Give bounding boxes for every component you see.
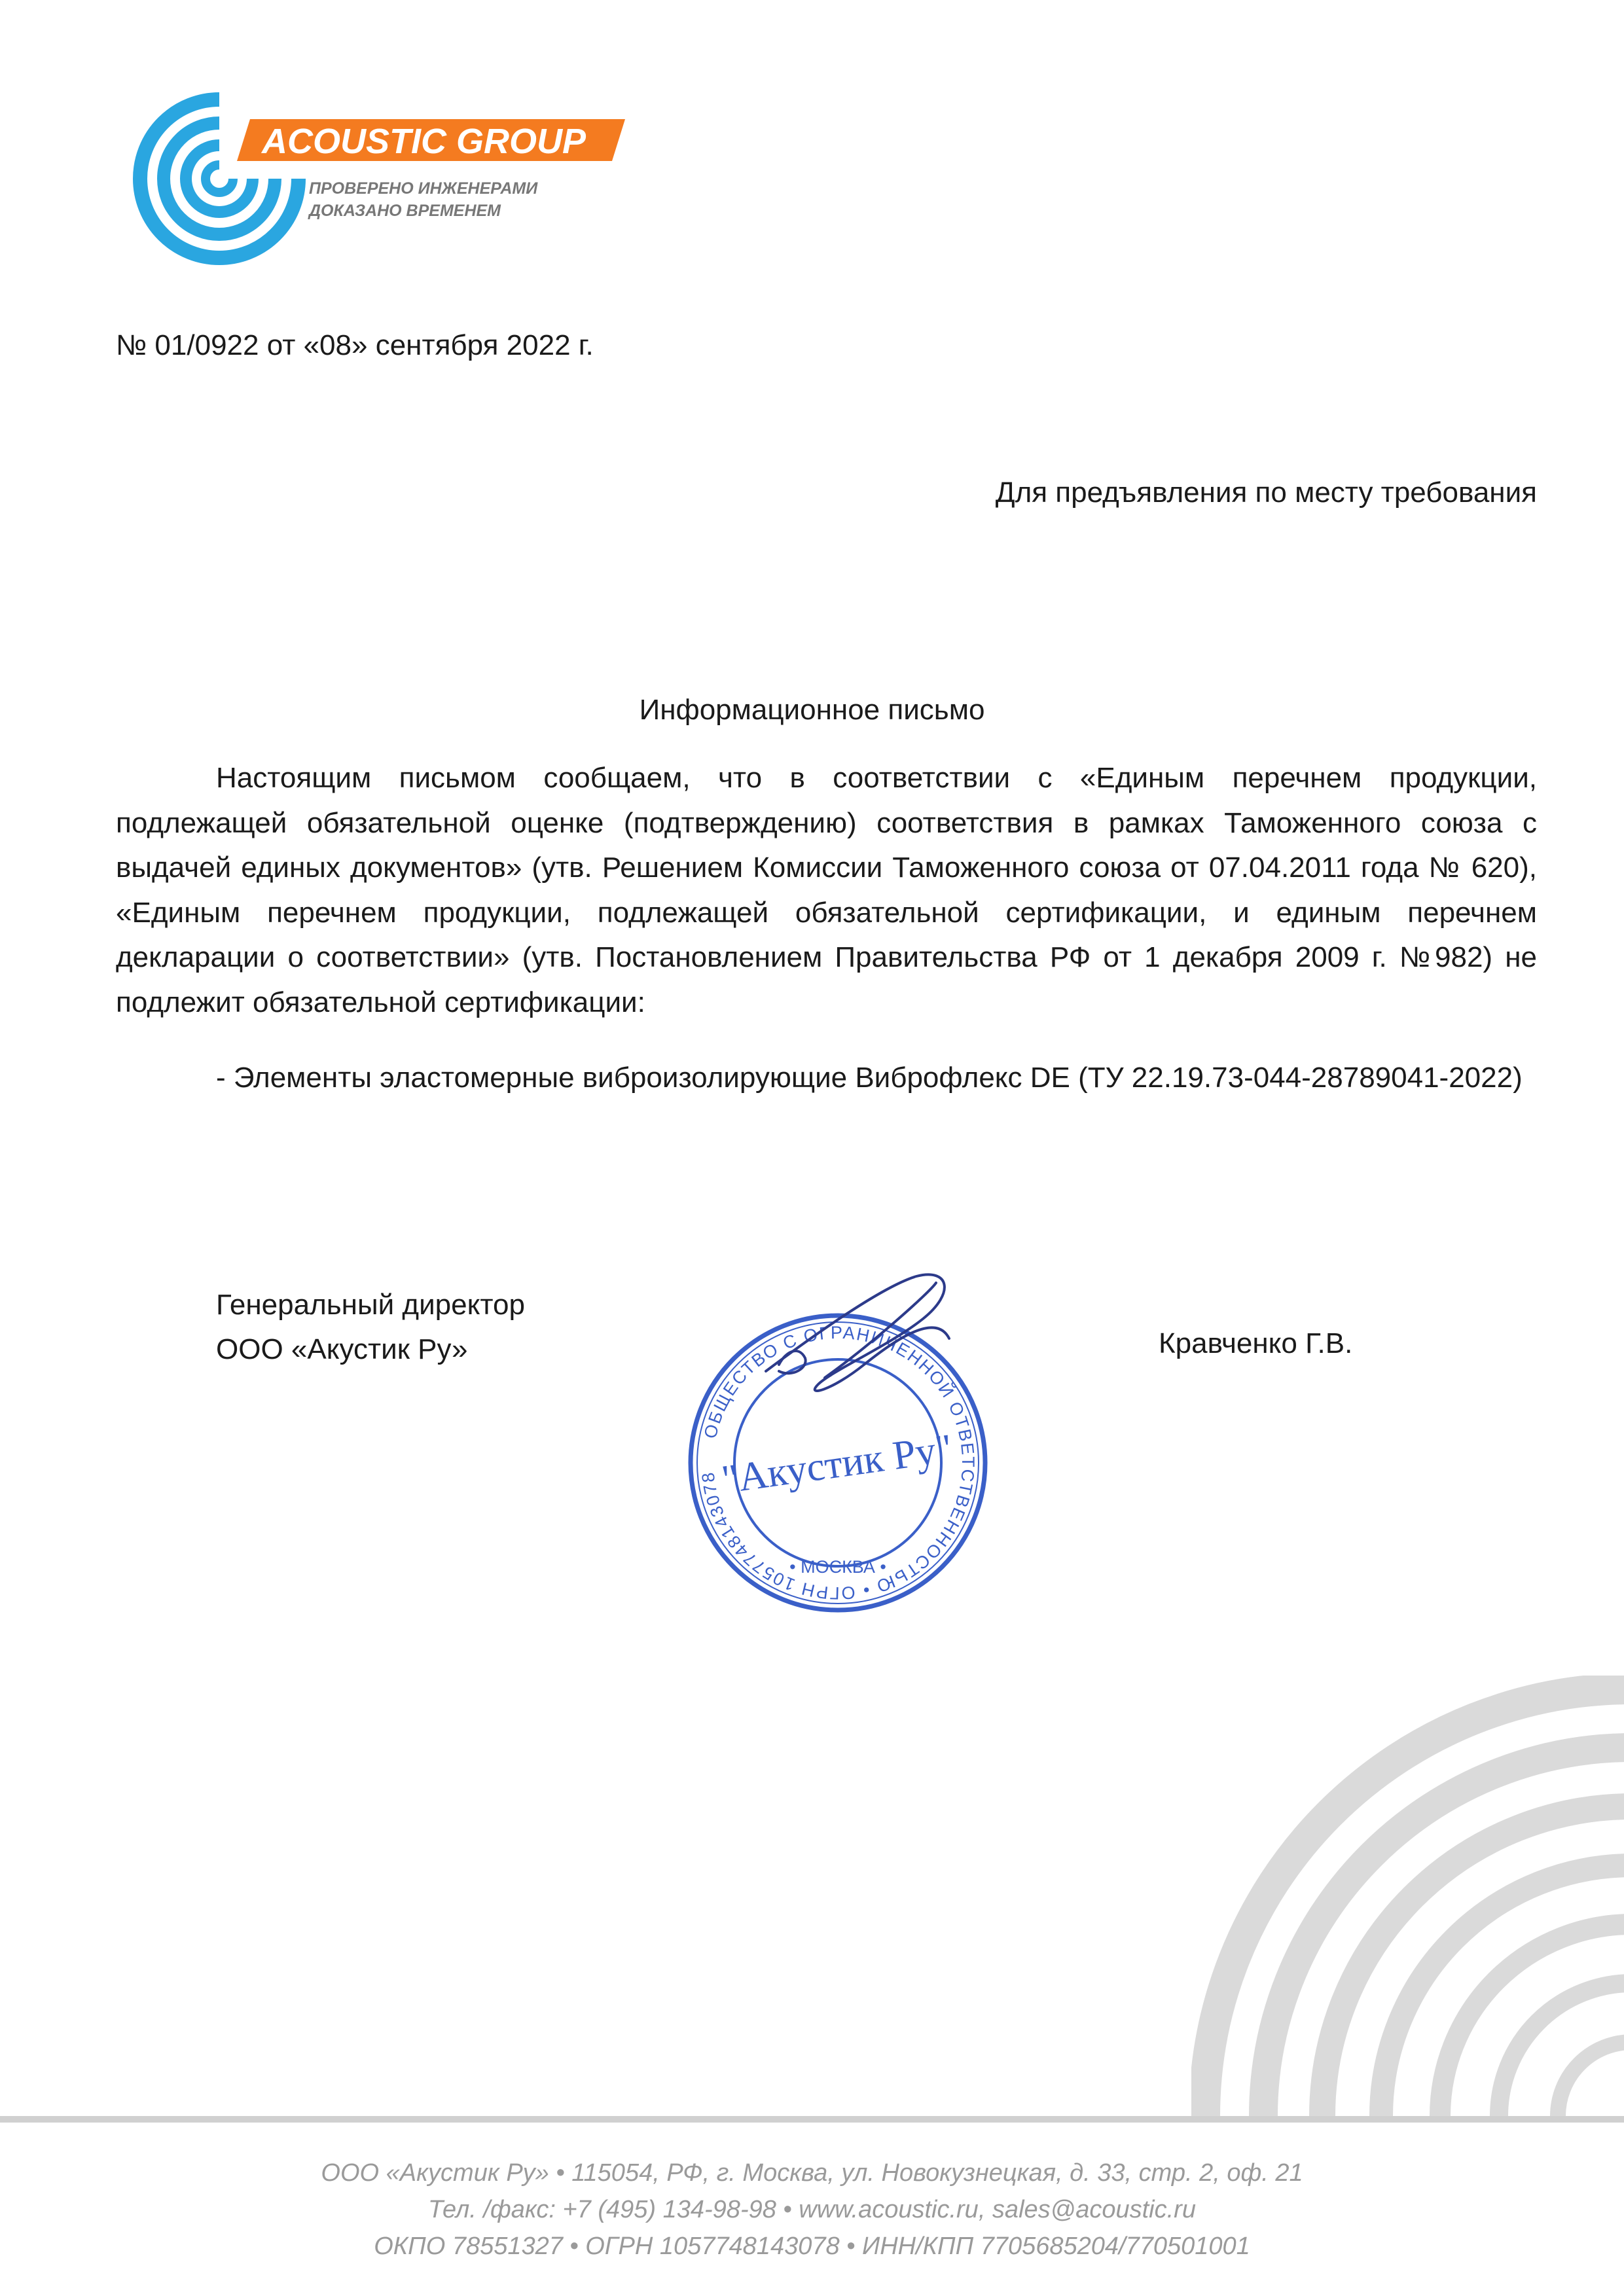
- footer-registration: ОКПО 78551327 • ОГРН 1057748143078 • ИНН/КПП 7705685204/770501001: [374, 2233, 1250, 2260]
- product-item: - Элементы эластомерные виброизолирующие Виброфлекс DE (ТУ 22.19.73-044-28789041-2022): [216, 1062, 1523, 1094]
- signatory-position: [216, 1283, 525, 1372]
- footer: [0, 2155, 1624, 2265]
- stamp-city: • МОСКВА •: [789, 1557, 886, 1577]
- letter-reference: № 01/0922 от «08» сентября 2022 г.: [116, 329, 594, 361]
- footer-divider: [0, 2116, 1624, 2123]
- signatory-name: Кравченко Г.В.: [1159, 1327, 1353, 1359]
- stamp-center-text: "Акустик Ру": [719, 1426, 956, 1503]
- signatory-title: Генеральный директор: [216, 1289, 525, 1321]
- document-title: Информационное письмо: [639, 694, 985, 726]
- footer-address: ООО «Акустик Ру» • 115054, РФ, г. Москва, ул. Новокузнецкая, д. 33, стр. 2, оф. 21: [321, 2159, 1303, 2187]
- letter-addressee: Для предъявления по месту требования: [995, 476, 1537, 509]
- logo-tagline-2: ДОКАЗАНО ВРЕМЕНЕМ: [309, 202, 501, 220]
- letter-body: Настоящим письмом сообщаем, что в соответствии с «Единым перечнем продукции, подлежащей обязательной оценке (подтверждению) соответствия в рамках Таможенного союза с выдачей единых документов» (утв. Решением Комиссии Таможенного союза от 07.04.2011 года № 620), «Единым перечнем продукции, подлежащей обязательной сертификации, и единым перечнем декларации о соответствии» (утв. Постановлением Правительства РФ от 1 декабря 2009 г. №982) не подлежит обязательной сертификации:: [116, 762, 1537, 1018]
- footer-contacts: Тел. /факс: +7 (495) 134-98-98 • www.acoustic.ru, sales@acoustic.ru: [428, 2196, 1196, 2223]
- decorative-arcs: [1191, 1676, 1624, 2134]
- logo-tagline-1: ПРОВЕРЕНО ИНЖЕНЕРАМИ: [309, 179, 538, 198]
- company-logo: [131, 90, 641, 267]
- signatory-company: ООО «Акустик Ру»: [216, 1333, 468, 1365]
- logo-brand: ACOUSTIC GROUP: [262, 122, 586, 161]
- stamp-ring-text: ОБЩЕСТВО С ОГРАНИЧЕННОЙ ОТВЕТСТВЕННОСТЬЮ • ОГРН 1057748143078: [698, 1322, 979, 1604]
- company-stamp: [674, 1247, 1001, 1613]
